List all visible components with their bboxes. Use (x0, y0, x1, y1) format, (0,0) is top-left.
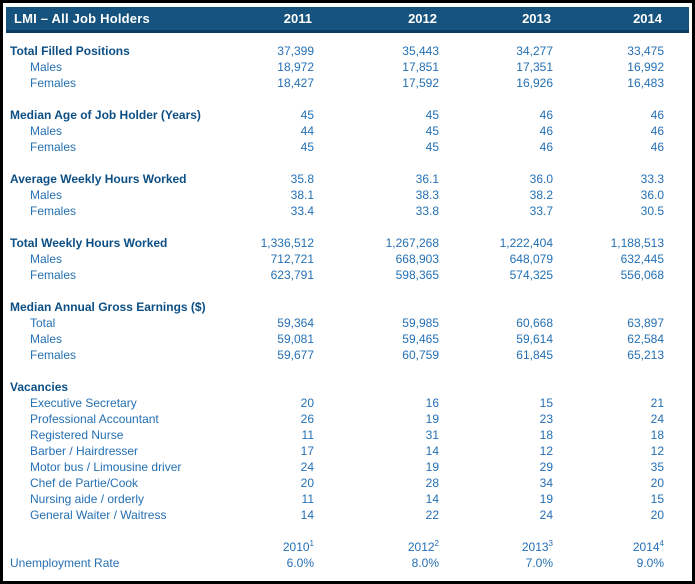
section-header-row (6, 107, 689, 123)
value-cell: 14 (425, 492, 439, 506)
value-cell: 15 (650, 492, 664, 506)
value-cell: 33.4 (290, 204, 314, 218)
value-cell: 18 (650, 428, 664, 442)
row-label: Females (30, 204, 77, 218)
value-cell: 38.1 (290, 188, 314, 202)
table-row (6, 139, 689, 155)
value-cell: 59,364 (277, 316, 314, 330)
table-section (6, 299, 689, 363)
row-label: Males (30, 60, 63, 74)
value-cell: 33,475 (627, 44, 664, 58)
value-cell: 60,759 (402, 348, 439, 362)
footnote-superscript: 3 (548, 539, 553, 548)
table-row (6, 75, 689, 91)
value-cell: 35.8 (290, 172, 314, 186)
value-cell: 38.2 (529, 188, 553, 202)
value-cell: 556,068 (620, 268, 664, 282)
year-column-header: 2013 (522, 11, 551, 26)
value-cell: 45 (300, 108, 314, 122)
value-cell: 18 (539, 428, 553, 442)
value-cell: 20 (300, 476, 314, 490)
value-cell: 28 (425, 476, 439, 490)
footnote-superscript: 1 (309, 539, 314, 548)
row-label: Males (30, 332, 63, 346)
row-label: Professional Accountant (30, 412, 159, 426)
value-cell: 20 (300, 396, 314, 410)
value-cell: 16,926 (516, 76, 553, 90)
table-row (6, 187, 689, 203)
row-label: Total (30, 316, 56, 330)
value-cell: 11 (301, 492, 314, 506)
value-cell: 24 (300, 460, 314, 474)
value-cell: 46 (650, 124, 664, 138)
table-row (6, 59, 689, 75)
section-title: Total Weekly Hours Worked (10, 236, 168, 250)
table-row (6, 459, 689, 475)
row-label: Females (30, 348, 77, 362)
row-label: Females (30, 268, 77, 282)
value-cell: 1,188,513 (610, 236, 664, 250)
value-cell: 623,791 (270, 268, 314, 282)
row-label: Executive Secretary (30, 396, 137, 410)
value-cell: 16,992 (627, 60, 664, 74)
value-cell: 574,325 (509, 268, 553, 282)
footnote-year (192, 539, 314, 555)
footnote-year-label: 2010 (282, 540, 310, 554)
value-cell: 23 (539, 412, 553, 426)
section-title: Median Annual Gross Earnings ($) (10, 300, 206, 314)
value-cell: 16 (425, 396, 439, 410)
value-cell: 14 (425, 444, 439, 458)
value-cell: 46 (539, 108, 553, 122)
row-label: Nursing aide / orderly (30, 492, 145, 506)
footnote-year (553, 539, 664, 555)
value-cell: 36.0 (640, 188, 664, 202)
value-cell: 19 (425, 412, 439, 426)
year-column-header: 2014 (633, 11, 662, 26)
value-cell: 45 (425, 140, 439, 154)
section-title: Average Weekly Hours Worked (10, 172, 187, 186)
value-cell: 59,614 (516, 332, 553, 346)
table-row (6, 475, 689, 491)
table-title: LMI – All Job Holders (14, 11, 150, 26)
table-row (6, 427, 689, 443)
value-cell: 17,851 (402, 60, 439, 74)
table-row (6, 395, 689, 411)
table-row (6, 347, 689, 363)
value-cell: 17,592 (402, 76, 439, 90)
table-section (6, 171, 689, 219)
value-cell: 1,222,404 (499, 236, 553, 250)
value-cell: 31 (425, 428, 439, 442)
value-cell: 712,721 (270, 252, 314, 266)
value-cell: 59,985 (402, 316, 439, 330)
value-cell: 21 (650, 396, 664, 410)
value-cell: 20 (650, 476, 664, 490)
table-section (6, 235, 689, 283)
value-cell: 18,972 (277, 60, 314, 74)
row-label: Males (30, 252, 63, 266)
row-label: Chef de Partie/Cook (30, 476, 139, 490)
section-title: Total Filled Positions (10, 44, 130, 58)
footnote-year-label: 2012 (407, 540, 435, 554)
value-cell: 24 (539, 508, 553, 522)
table-row (6, 123, 689, 139)
value-cell: 45 (425, 124, 439, 138)
value-cell: 20 (650, 508, 664, 522)
table-row (6, 315, 689, 331)
value-cell: 61,845 (516, 348, 553, 362)
section-header-row (6, 43, 689, 59)
value-cell: 598,365 (395, 268, 439, 282)
row-label: Barber / Hairdresser (30, 444, 139, 458)
value-cell: 17,351 (516, 60, 553, 74)
footnote-year (314, 539, 439, 555)
value-cell: 46 (650, 108, 664, 122)
value-cell: 17 (300, 444, 314, 458)
value-cell: 46 (539, 124, 553, 138)
value-cell: 7.0% (525, 556, 553, 570)
value-cell: 14 (300, 508, 314, 522)
value-cell: 29 (539, 460, 553, 474)
value-cell: 33.8 (415, 204, 439, 218)
value-cell: 33.3 (640, 172, 664, 186)
section-header-row (6, 299, 689, 315)
unemployment-rate-row (6, 555, 689, 571)
value-cell: 16,483 (627, 76, 664, 90)
value-cell: 26 (300, 412, 314, 426)
table-section (6, 107, 689, 155)
table-row (6, 251, 689, 267)
value-cell: 34 (539, 476, 553, 490)
value-cell: 8.0% (411, 556, 439, 570)
table-section (6, 379, 689, 523)
table-row (6, 203, 689, 219)
value-cell: 1,336,512 (260, 236, 314, 250)
value-cell: 668,903 (395, 252, 439, 266)
section-title: Median Age of Job Holder (Years) (10, 108, 201, 122)
value-cell: 62,584 (627, 332, 664, 346)
value-cell: 35,443 (402, 44, 439, 58)
year-column-header: 2011 (283, 11, 312, 26)
value-cell: 63,897 (627, 316, 664, 330)
unemployment-rate-label: Unemployment Rate (10, 556, 120, 570)
section-title: Vacancies (10, 380, 69, 394)
table-header (6, 7, 689, 33)
table-row (6, 491, 689, 507)
value-cell: 632,445 (620, 252, 664, 266)
table-row (6, 507, 689, 523)
value-cell: 36.1 (415, 172, 439, 186)
value-cell: 59,081 (277, 332, 314, 346)
value-cell: 44 (300, 124, 314, 138)
table-footer (6, 539, 689, 571)
value-cell: 11 (301, 428, 314, 442)
value-cell: 45 (425, 108, 439, 122)
section-header-row (6, 235, 689, 251)
row-label: General Waiter / Waitress (30, 508, 167, 522)
footnote-year-label: 2014 (632, 540, 660, 554)
value-cell: 46 (650, 140, 664, 154)
table-row (6, 331, 689, 347)
value-cell: 24 (650, 412, 664, 426)
value-cell: 37,399 (277, 44, 314, 58)
value-cell: 33.7 (529, 204, 553, 218)
value-cell: 9.0% (636, 556, 664, 570)
value-cell: 1,267,268 (385, 236, 439, 250)
footnote-year-row (6, 539, 689, 555)
value-cell: 12 (650, 444, 664, 458)
row-label: Males (30, 188, 63, 202)
value-cell: 59,465 (402, 332, 439, 346)
value-cell: 35 (650, 460, 664, 474)
footnote-superscript: 4 (659, 539, 664, 548)
footnote-superscript: 2 (434, 539, 439, 548)
section-header-row (6, 171, 689, 187)
value-cell: 36.0 (529, 172, 553, 186)
table-section (6, 43, 689, 91)
value-cell: 22 (425, 508, 439, 522)
value-cell: 30.5 (640, 204, 664, 218)
value-cell: 15 (539, 396, 553, 410)
row-label: Males (30, 124, 63, 138)
table-row (6, 267, 689, 283)
value-cell: 34,277 (516, 44, 553, 58)
value-cell: 19 (425, 460, 439, 474)
value-cell: 19 (539, 492, 553, 506)
footnote-year-label: 2013 (521, 540, 549, 554)
row-label: Registered Nurse (30, 428, 124, 442)
value-cell: 65,213 (627, 348, 664, 362)
value-cell: 45 (300, 140, 314, 154)
row-label: Motor bus / Limousine driver (30, 460, 182, 474)
section-header-row (6, 379, 689, 395)
footnote-year (439, 539, 553, 555)
value-cell: 12 (539, 444, 553, 458)
table-row (6, 411, 689, 427)
value-cell: 648,079 (509, 252, 553, 266)
year-column-header: 2012 (408, 11, 437, 26)
value-cell: 18,427 (277, 76, 314, 90)
row-label: Females (30, 76, 77, 90)
row-label: Females (30, 140, 77, 154)
value-cell: 38.3 (415, 188, 439, 202)
value-cell: 46 (539, 140, 553, 154)
table-body (6, 33, 689, 523)
value-cell: 6.0% (286, 556, 314, 570)
table-row (6, 443, 689, 459)
value-cell: 60,668 (516, 316, 553, 330)
value-cell: 59,677 (277, 348, 314, 362)
